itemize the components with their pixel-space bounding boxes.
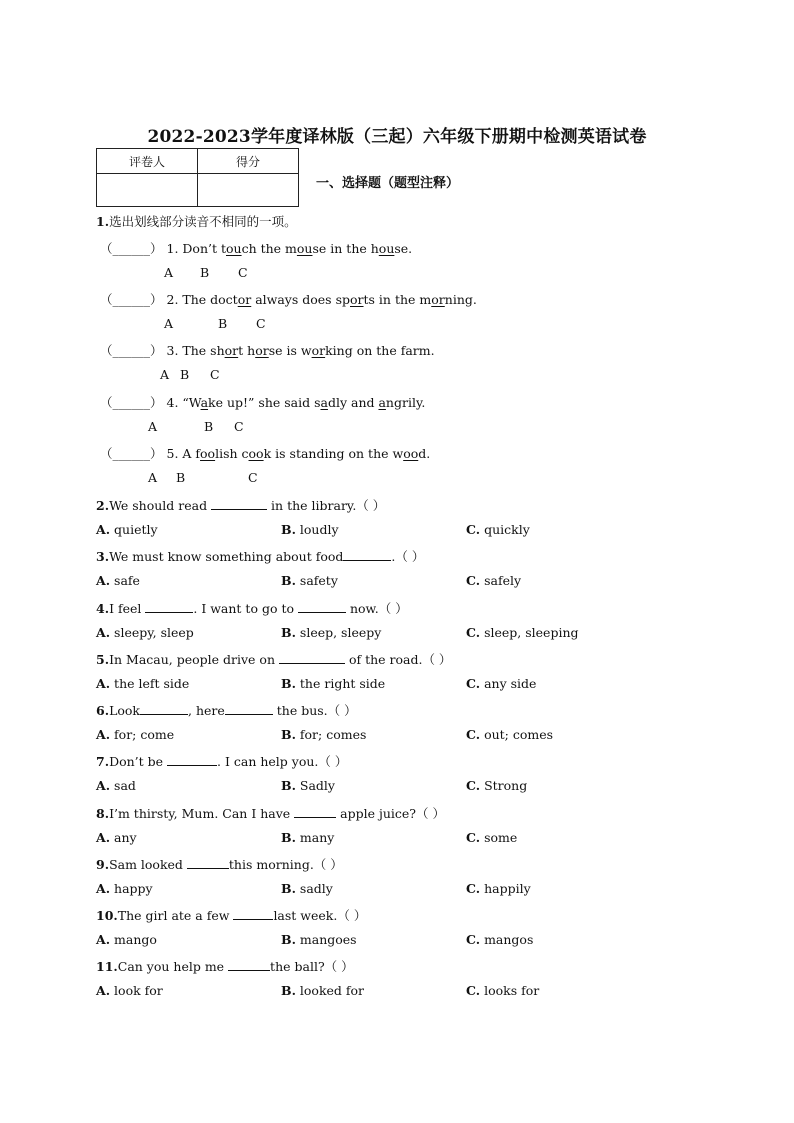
question-8 — [96, 804, 445, 822]
underlined-part: ou — [296, 241, 313, 256]
question-text: apple juice?（ ） — [336, 806, 445, 821]
option-letter: B. — [281, 881, 296, 896]
option-text: loudly — [299, 522, 339, 537]
option-c[interactable] — [466, 573, 521, 588]
choice-letter: C — [238, 265, 248, 280]
option-text: out; comes — [484, 727, 554, 742]
option-text: happily — [484, 881, 531, 896]
option-c[interactable] — [466, 522, 530, 537]
underlined-part: or — [255, 343, 269, 358]
choice-letter: A — [148, 470, 158, 485]
option-text: sad — [114, 778, 136, 793]
question-text: this morning.（ ） — [228, 857, 343, 872]
answer-paren[interactable]: （______） — [100, 343, 163, 358]
question-6 — [96, 701, 357, 719]
question-text: We must know something about food — [109, 549, 344, 564]
answer-blank[interactable] — [145, 600, 193, 613]
answer-blank[interactable] — [225, 702, 273, 715]
question-text: I feel — [109, 601, 146, 616]
option-b[interactable] — [281, 778, 335, 793]
question-text: Look — [109, 703, 140, 718]
option-a[interactable] — [96, 881, 153, 896]
option-letter: A. — [96, 727, 111, 742]
sentence-part: se is w — [268, 343, 312, 358]
option-letter: C. — [466, 522, 481, 537]
choice-letter: B — [200, 265, 210, 280]
option-b[interactable] — [281, 625, 381, 640]
option-letter: A. — [96, 522, 111, 537]
question-text: .（ ） — [391, 549, 425, 564]
answer-paren[interactable]: （______） — [100, 292, 163, 307]
question-text: 选出划线部分读音不相同的一项。 — [109, 214, 297, 229]
question-text: I’m thirsty, Mum. Can I have — [109, 806, 295, 821]
answer-blank[interactable] — [167, 753, 217, 766]
option-b[interactable] — [281, 573, 338, 588]
option-letter: A. — [96, 932, 111, 947]
option-text: safety — [299, 573, 338, 588]
option-a[interactable] — [96, 932, 157, 947]
option-b[interactable] — [281, 522, 339, 537]
choice-letter: B — [218, 316, 228, 331]
option-text: looks for — [484, 983, 540, 998]
option-a[interactable] — [96, 625, 194, 640]
question-text: , here — [188, 703, 225, 718]
option-letter: C. — [466, 778, 481, 793]
answer-blank[interactable] — [228, 958, 270, 971]
underlined-part: or — [311, 343, 326, 358]
underlined-part: or — [431, 292, 445, 307]
option-text: safely — [484, 573, 522, 588]
sentence-part: always does sp — [251, 292, 350, 307]
option-letter: C. — [466, 830, 481, 845]
option-c[interactable] — [466, 932, 533, 947]
score-table — [96, 148, 299, 207]
question-text: Sam looked — [109, 857, 187, 872]
sentence-part: 4. “W — [166, 395, 201, 410]
option-text: the right side — [299, 676, 386, 691]
option-text: looked for — [299, 983, 365, 998]
score-cell — [198, 174, 299, 207]
grader-header: 评卷人 — [97, 149, 198, 174]
option-letter: A. — [96, 625, 111, 640]
underlined-part: or — [224, 343, 239, 358]
option-text: some — [484, 830, 518, 845]
question-text: . I can help you.（ ） — [217, 754, 348, 769]
sub-question — [100, 444, 430, 462]
grader-cell — [97, 174, 198, 207]
option-letter: B. — [281, 676, 296, 691]
question-number: 7. — [96, 754, 110, 769]
option-text: Strong — [484, 778, 528, 793]
option-letter: C. — [466, 983, 481, 998]
question-text: Can you help me — [117, 959, 229, 974]
question-number: 2. — [96, 498, 110, 513]
option-text: sadly — [299, 881, 333, 896]
option-letter: C. — [466, 727, 481, 742]
option-letter: A. — [96, 778, 111, 793]
option-text: mango — [114, 932, 157, 947]
answer-paren[interactable]: （______） — [100, 395, 163, 410]
underlined-part: oo — [248, 446, 264, 461]
option-letter: B. — [281, 573, 296, 588]
option-a[interactable] — [96, 778, 136, 793]
option-c[interactable] — [466, 727, 553, 742]
option-text: mangoes — [299, 932, 357, 947]
question-text: in the library.（ ） — [267, 498, 386, 513]
option-text: sleep, sleepy — [299, 625, 382, 640]
option-text: look for — [114, 983, 163, 998]
option-text: happy — [114, 881, 153, 896]
sentence-part: 5. A f — [166, 446, 201, 461]
question-number: 3. — [96, 549, 110, 564]
answer-blank[interactable] — [187, 856, 229, 869]
sentence-part: king on the farm. — [325, 343, 435, 358]
choice-letter: B — [176, 470, 186, 485]
question-1-stem — [96, 212, 297, 230]
question-4 — [96, 599, 408, 617]
question-text: last week.（ ） — [273, 908, 367, 923]
question-text: . I want to go to — [193, 601, 298, 616]
option-letter: B. — [281, 625, 296, 640]
question-number: 1. — [96, 214, 110, 229]
question-3 — [96, 547, 424, 565]
sentence-part: ts in the m — [363, 292, 432, 307]
sentence-part: ch the m — [241, 241, 297, 256]
option-letter: C. — [466, 625, 481, 640]
question-text: We should read — [109, 498, 212, 513]
answer-paren[interactable]: （______） — [100, 241, 163, 256]
option-text: Sadly — [299, 778, 335, 793]
sentence-part: ngrily. — [385, 395, 426, 410]
choice-letter: B — [180, 367, 190, 382]
question-text: now.（ ） — [345, 601, 408, 616]
underlined-part: a — [320, 395, 328, 410]
option-letter: C. — [466, 932, 481, 947]
option-letter: A. — [96, 983, 111, 998]
option-a[interactable] — [96, 983, 163, 998]
option-letter: A. — [96, 881, 111, 896]
question-text: The girl ate a few — [117, 908, 234, 923]
sentence-part: dly and — [327, 395, 379, 410]
option-b[interactable] — [281, 983, 364, 998]
choice-letter: B — [204, 419, 214, 434]
option-c[interactable] — [466, 830, 517, 845]
question-11 — [96, 957, 354, 975]
question-text: In Macau, people drive on — [109, 652, 279, 667]
option-b[interactable] — [281, 830, 334, 845]
question-2 — [96, 496, 385, 514]
option-a[interactable] — [96, 727, 174, 742]
option-c[interactable] — [466, 983, 539, 998]
question-number: 10. — [96, 908, 118, 923]
answer-blank[interactable] — [233, 907, 273, 920]
answer-blank[interactable] — [343, 548, 391, 561]
answer-blank[interactable] — [294, 805, 336, 818]
question-number: 8. — [96, 806, 110, 821]
option-letter: C. — [466, 573, 481, 588]
option-letter: A. — [96, 830, 111, 845]
underlined-part: or — [237, 292, 252, 307]
question-number: 5. — [96, 652, 110, 667]
question-number: 4. — [96, 601, 110, 616]
option-letter: B. — [281, 932, 296, 947]
option-c[interactable] — [466, 625, 579, 640]
question-text: the ball?（ ） — [270, 959, 354, 974]
sentence-part: lish c — [215, 446, 249, 461]
sentence-part: d. — [418, 446, 431, 461]
option-text: any — [114, 830, 137, 845]
option-letter: B. — [281, 830, 296, 845]
option-text: safe — [114, 573, 140, 588]
answer-blank[interactable] — [279, 651, 345, 664]
option-b[interactable] — [281, 676, 385, 691]
underlined-part: oo — [403, 446, 419, 461]
underlined-part: ou — [378, 241, 395, 256]
question-number: 11. — [96, 959, 118, 974]
question-7 — [96, 752, 347, 770]
choice-letter: C — [256, 316, 266, 331]
option-letter: A. — [96, 676, 111, 691]
question-text: Don’t be — [109, 754, 168, 769]
answer-paren[interactable]: （______） — [100, 446, 163, 461]
choice-letter: A — [164, 265, 174, 280]
choice-letter: A — [148, 419, 158, 434]
option-text: sleep, sleeping — [484, 625, 579, 640]
underlined-part: a — [200, 395, 209, 410]
option-c[interactable] — [466, 881, 531, 896]
option-a[interactable] — [96, 522, 158, 537]
answer-blank[interactable] — [140, 702, 188, 715]
sentence-part: ke up!” she said s — [208, 395, 321, 410]
score-header: 得分 — [198, 149, 299, 174]
sentence-part: se in the h — [312, 241, 379, 256]
option-text: mangos — [484, 932, 534, 947]
section-heading: 一、选择题（题型注释） — [316, 176, 460, 191]
option-text: any side — [484, 676, 537, 691]
option-letter: B. — [281, 778, 296, 793]
answer-blank[interactable] — [298, 600, 346, 613]
sentence-part: 3. The sh — [166, 343, 225, 358]
option-text: many — [299, 830, 335, 845]
sentence-part: 1. Don’t t — [166, 241, 226, 256]
sentence-part: 2. The doct — [166, 292, 238, 307]
option-c[interactable] — [466, 676, 536, 691]
option-letter: B. — [281, 522, 296, 537]
question-text: of the road.（ ） — [344, 652, 452, 667]
sentence-part: se. — [394, 241, 413, 256]
choice-letter: C — [234, 419, 244, 434]
answer-blank[interactable] — [211, 497, 267, 510]
choice-letter: A — [160, 367, 170, 382]
option-text: sleepy, sleep — [114, 625, 194, 640]
underlined-part: a — [378, 395, 386, 410]
option-a[interactable] — [96, 573, 140, 588]
sub-question — [100, 290, 477, 308]
sub-question — [100, 393, 425, 411]
option-letter: C. — [466, 676, 481, 691]
sub-question — [100, 239, 412, 257]
question-10 — [96, 906, 366, 924]
option-a[interactable] — [96, 830, 137, 845]
option-text: quietly — [114, 522, 158, 537]
option-letter: A. — [96, 573, 111, 588]
sentence-part: t h — [238, 343, 256, 358]
option-text: quickly — [484, 522, 530, 537]
question-5 — [96, 650, 451, 668]
underlined-part: or — [350, 292, 364, 307]
sentence-part: ning. — [444, 292, 477, 307]
sub-question — [100, 341, 435, 359]
option-c[interactable] — [466, 778, 527, 793]
question-text: the bus.（ ） — [272, 703, 357, 718]
underlined-part: ou — [226, 241, 242, 256]
question-number: 6. — [96, 703, 110, 718]
option-text: for; comes — [299, 727, 367, 742]
option-letter: C. — [466, 881, 481, 896]
choice-letter: A — [164, 316, 174, 331]
question-9 — [96, 855, 343, 873]
option-a[interactable] — [96, 676, 189, 691]
option-letter: B. — [281, 983, 296, 998]
sentence-part: k is standing on the w — [263, 446, 404, 461]
page-title: 2022-2023学年度译林版（三起）六年级下册期中检测英语试卷 — [147, 127, 647, 147]
choice-letter: C — [210, 367, 220, 382]
option-b[interactable] — [281, 881, 333, 896]
option-b[interactable] — [281, 727, 366, 742]
option-text: the left side — [114, 676, 190, 691]
option-b[interactable] — [281, 932, 357, 947]
option-text: for; come — [114, 727, 175, 742]
choice-letter: C — [248, 470, 258, 485]
option-letter: B. — [281, 727, 296, 742]
question-number: 9. — [96, 857, 110, 872]
underlined-part: oo — [200, 446, 216, 461]
